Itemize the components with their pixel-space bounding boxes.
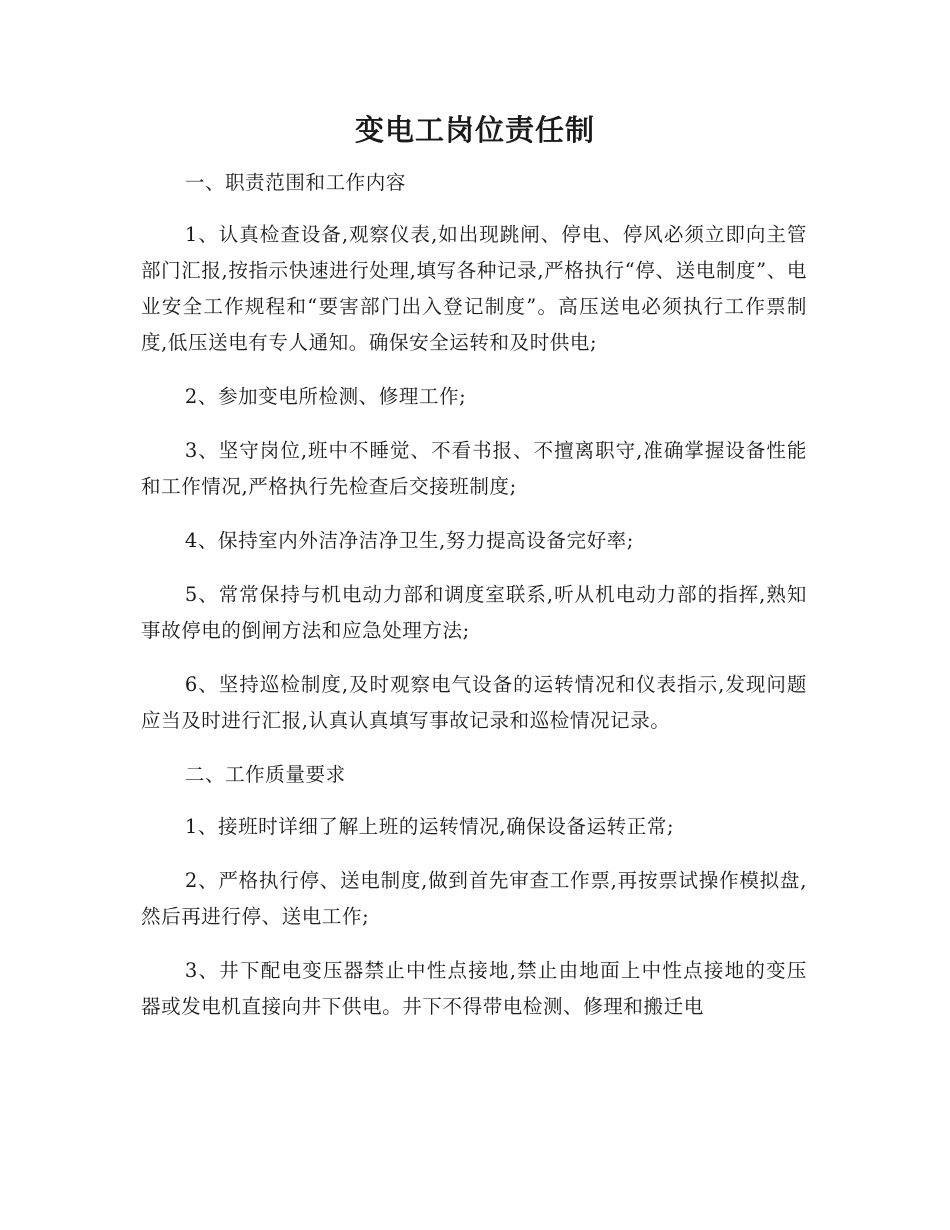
section-heading-quality: 二、工作质量要求 bbox=[184, 763, 346, 786]
duty-item-3: 3、坚守岗位,班中不睡觉、不看书报、不擅离职守,准确掌握设备性能和工作情况,严格执行先检查后交接班制度; bbox=[141, 439, 807, 498]
document-title: 变电工岗位责任制 bbox=[354, 113, 595, 147]
duty-item-5: 5、常常保持与机电动力部和调度室联系,听从机电动力部的指挥,熟知事故停电的倒闸方法和应急处理方法; bbox=[141, 583, 807, 642]
document-body bbox=[141, 165, 807, 1043]
duty-item-6: 6、坚持巡检制度,及时观察电气设备的运转情况和仪表指示,发现问题应当及时进行汇报,认真认真填写事故记录和巡检情况记录。 bbox=[141, 673, 807, 732]
quality-item-2: 2、严格执行停、送电制度,做到首先审查工作票,再按票试操作模拟盘,然后再进行停、送电工作; bbox=[141, 869, 807, 928]
quality-item-3: 3、井下配电变压器禁止中性点接地,禁止由地面上中性点接地的变压器或发电机直接向井下供电。井下不得带电检测、修理和搬迁电 bbox=[141, 959, 807, 1018]
duty-item-2: 2、参加变电所检测、修理工作; bbox=[184, 385, 467, 408]
quality-item-1: 1、接班时详细了解上班的运转情况,确保设备运转正常; bbox=[184, 815, 675, 838]
duty-item-4: 4、保持室内外洁净洁净卫生,努力提高设备完好率; bbox=[184, 529, 634, 552]
section-heading-duties: 一、职责范围和工作内容 bbox=[184, 171, 406, 194]
duty-item-1: 1、认真检查设备,观察仪表,如出现跳闸、停电、停风必须立即向主管部门汇报,按指示快速进行处理,填写各种记录,严格执行“停、送电制度”、电业安全工作规程和“要害部门出入登记制度”。高压送电必须执行工作票制度,低压送电有专人通知。确保安全运转和及时供电; bbox=[141, 223, 807, 354]
